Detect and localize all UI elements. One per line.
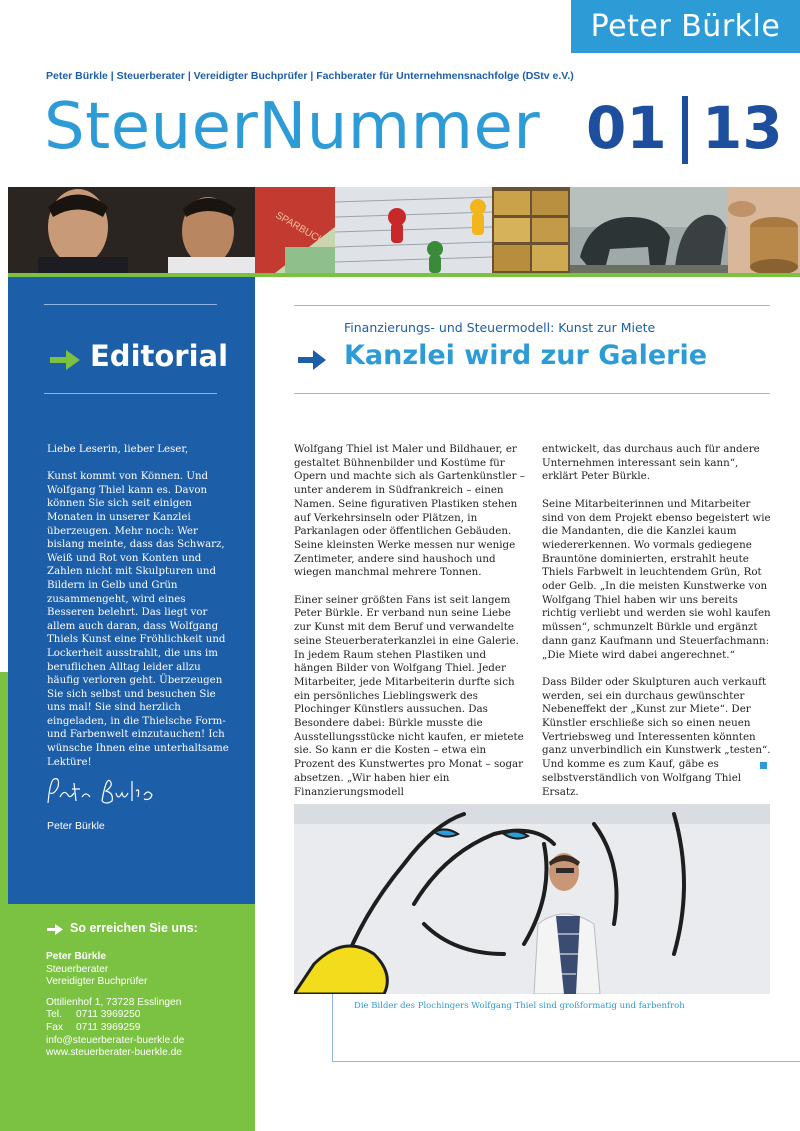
coins-photo (728, 187, 800, 273)
savings-book-photo (255, 187, 335, 273)
arrow-right-icon (46, 923, 64, 936)
contact-web-link[interactable]: www.steuerberater-buerkle.de (46, 1047, 182, 1059)
article-headline: Kanzlei wird zur Galerie (344, 340, 708, 371)
article-column-2 (542, 443, 774, 813)
business-people-photo (8, 187, 255, 273)
arrow-right-icon (48, 347, 82, 373)
artist-gallery-photo (294, 804, 770, 994)
arrow-right-icon (296, 348, 328, 372)
article-paragraph: entwickelt, das durchaus auch für andere Unternehmen interessant sein kann“, erklärt Peter Bürkle. (542, 443, 760, 483)
newspaper-game-pieces-photo (335, 187, 492, 273)
left-green-edge (0, 672, 8, 904)
article-end-mark (760, 762, 767, 769)
editorial-salutation: Liebe Leserin, lieber Leser, (47, 444, 189, 455)
signature-name: Peter Bürkle (47, 820, 105, 832)
issue-year: 13 (702, 94, 783, 162)
bull-bear-statue-photo (570, 187, 728, 273)
photo-strip (8, 187, 800, 273)
article-paragraph: Wolfgang Thiel ist Maler und Bildhauer, er gestaltet Bühnenbilder und Kostüme für Opern und machte sich als Gartenkünstler – unter anderem in Südfrankreich – einen Namen. Seine figurativen Plastiken stehen auf Verkehrsinseln oder Plätzen, in Parkanlagen oder öffentlichen Gebäuden. Seine kleinsten Werke messen nur wenige Zentimeter, andere sind haushoch und wiegen manchmal mehrere Tonnen. (294, 443, 525, 579)
issue-divider (682, 96, 688, 164)
fax-number: 0711 3969259 (76, 1021, 141, 1033)
article-bottom-rule (294, 393, 770, 394)
contact-details (46, 951, 246, 1060)
signature-image (44, 773, 174, 813)
caption-horizontal-rule (332, 1061, 800, 1062)
editorial-bottom-rule (44, 393, 217, 394)
article-paragraph: Seine Mitarbeiterinnen und Mitarbeiter sind von dem Projekt ebenso begeistert wie die Mandanten, die die Kanzlei kaum wiedererkennen. Wo vormals gediegene Brauntöne dominierten, erstrahlt heute Thiels Farbwelt in leuchtendem Grün, Rot oder Gelb. „In die meisten Kunstwerke von Wolfgang Thiel haben wir uns bereits richtig verliebt und werden sie wohl kaufen müssen“, schmunzelt Bürkle und ergänzt dann ganz Kaufmann und Steuerfachmann: „Die Miete wird dabei angerechnet.“ (542, 497, 771, 661)
contact-role-1: Steuerberater (46, 963, 109, 975)
issue-month: 01 (586, 94, 667, 162)
contact-email-link[interactable]: info@steuerberater-buerkle.de (46, 1034, 185, 1046)
brand-name-box: Peter Bürkle (571, 0, 800, 53)
contact-title: So erreichen Sie uns: (70, 921, 198, 935)
article-top-rule (294, 305, 770, 306)
editorial-top-rule (44, 304, 217, 305)
svg-text:SPARBUCH: SPARBUCH (273, 210, 327, 248)
phone-label: Tel. (46, 1009, 62, 1021)
fax-label: Fax (46, 1021, 63, 1033)
article-kicker: Finanzierungs- und Steuermodell: Kunst zur Miete (344, 320, 656, 335)
article-paragraph: Einer seiner größten Fans ist seit langem Peter Bürkle. Er verband nun seine Liebe zur Kunst mit dem Beruf und verwandelte seine Steuerberaterkanzlei in eine Galerie. In jedem Raum stehen Plastiken und hängen Bilder von Wolfgang Thiel. Jeder Mitarbeiter, jede Mitarbeiterin durfte sich ein persönliches Lieblingswerk des Plochinger Künstlers aussuchen. Das Besondere dabei: Bürkle musste die Ausstellungsstücke nicht kaufen, er mietete sie. So kann er die Kosten – etwa ein Prozent des Kunstwertes pro Monat – sogar absetzen. „Wir haben hier ein Finanzierungsmodell (294, 593, 524, 798)
editorial-title: Editorial (90, 339, 229, 373)
credentials-subline: Peter Bürkle | Steuerberater | Vereidigter Buchprüfer | Fachberater für Unternehmensnachfolge (DStv e.V.) (46, 70, 574, 82)
phone-number[interactable]: 0711 3969250 (76, 1009, 141, 1021)
article-paragraph: Dass Bilder oder Skulpturen auch verkauft werden, sei ein durchaus gewünschter Nebeneffekt der „Kunst zur Miete“. Der Künstler erschließe sich so einen neuen Vertriebsweg und Interessenten könnten ganz unverbindlich ein Kunstwerk „testen“. Und komme es zum Kauf, gäbe es selbstverständlich von Wolfgang Thiel Ersatz. (542, 675, 771, 798)
contact-name: Peter Bürkle (46, 951, 107, 962)
contact-role-2: Vereidigter Buchprüfer (46, 976, 148, 988)
editorial-body: Kunst kommt von Können. Und Wolfgang Thiel kann es. Davon können Sie sich seit einigen Monaten in unserer Kanzlei überzeugen. Mehr noch: Wer bislang meinte, dass das Schwarz, Weiß und Rot von Konten und Zahlen nicht mit Skulpturen und Bildern in Gelb und Grün zusammengeht, wird eines Besseren belehrt. Das liegt vor allem auch daran, dass Wolfgang Thiels Kunst eine Fröhlichkeit und Lockerheit ausstrahlt, die uns im beruflichen Alltag leider allzu häufig verloren geht. Überzeugen Sie sich selbst und besuchen Sie uns mal! Sie sind herzlich eingeladen, in die Thielsche Form- und Farbenwelt einzutauchen! Ich wünsche Ihnen eine unterhaltsame Lektüre! (47, 471, 229, 768)
gold-bars-photo (492, 187, 570, 273)
masthead-title: SteuerNummer (44, 90, 541, 164)
contact-address: Ottilienhof 1, 73728 Esslingen (46, 996, 182, 1008)
contact-phone (46, 1009, 246, 1022)
editorial-text (47, 443, 233, 783)
caption-vertical-rule (332, 994, 333, 1061)
editorial-sidebar (8, 277, 255, 904)
article-column-1 (294, 443, 526, 813)
contact-fax (46, 1022, 246, 1035)
contact-box (0, 904, 255, 1131)
photo-caption: Die Bilder des Plochingers Wolfgang Thiel sind großformatig und farbenfroh (354, 1001, 685, 1011)
